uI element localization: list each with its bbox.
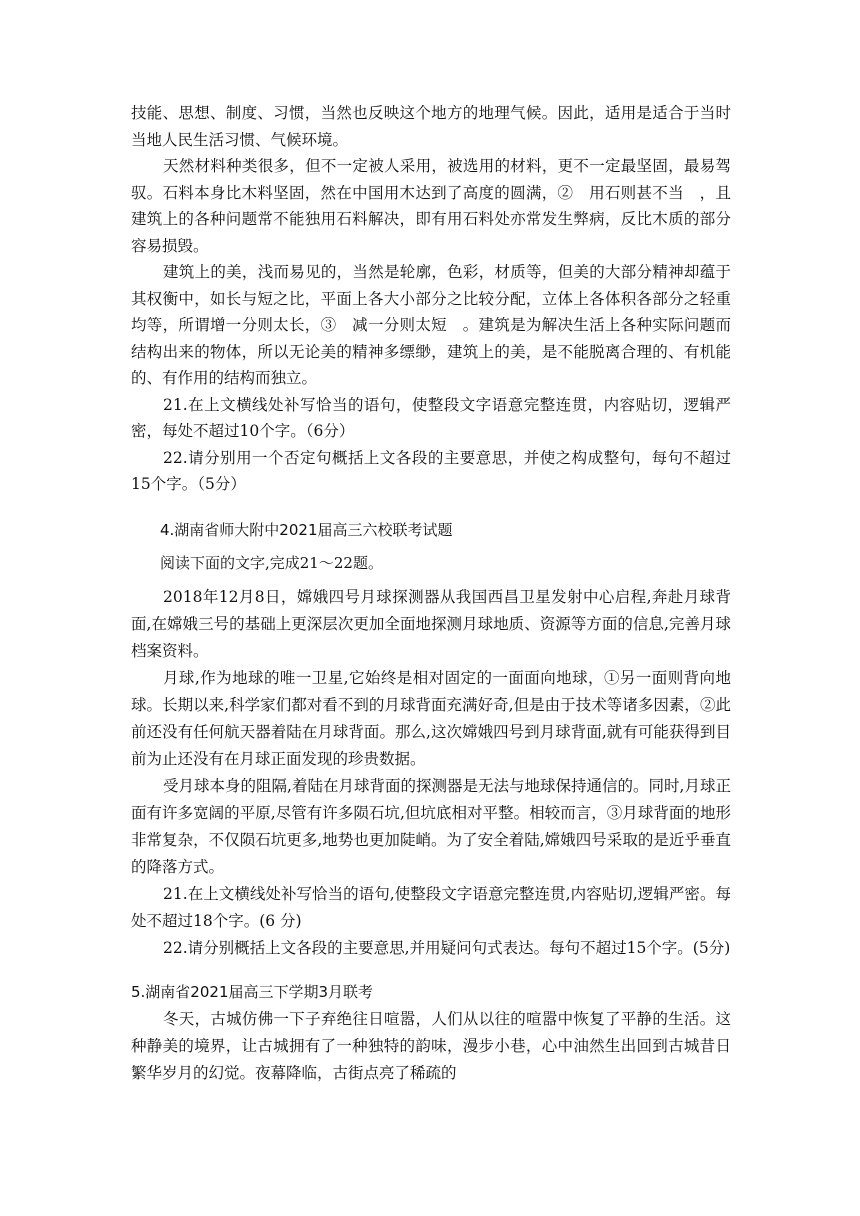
question-22: 22.请分别用一个否定句概括上文各段的主要意思，并使之构成整句，每句不超过15个字。（5分） <box>131 448 731 493</box>
blank-answer: ③月球背面的地形非常复杂 <box>131 804 731 849</box>
question-22: 22.请分别概括上文各段的主要意思,并用疑问句式表达。每句不超过15个字。(5分) <box>163 939 731 957</box>
text-run: ，且建筑上的各种问题常不能独用石料解决，即有用石料处亦常发生弊病，反比木质的部分容易损毁。 <box>131 183 731 255</box>
section-5-heading: 5.湖南省2021届高三下学期3月联考 <box>131 983 374 1001</box>
section-4-instruction: 阅读下面的文字,完成21～22题。 <box>160 554 383 572</box>
section-3 <box>131 100 731 498</box>
blank-answer: ①另一面则背向地球 <box>131 669 731 714</box>
text-run: 。长期以来,科学家们都对看不到的月球背面充满好奇,但是由于技术等诸多因素， <box>146 696 700 714</box>
section-4 <box>131 584 731 962</box>
text-run: ，不仅陨石坑更多,地势也更加陡峭。为了安全着陆,嫦娥四号采取的是近乎垂直的降落方式。 <box>131 831 731 876</box>
text-run: 受月球本身的阻隔,着陆在月球背面的探测器是无法与地球保持通信的。同时,月球正面有许多宽阔的平原,尽管有许多陨石坑,但坑底相对平整。相较而言， <box>131 777 731 822</box>
section-5 <box>131 1006 731 1087</box>
section-4-heading: 4.湖南省师大附中2021届高三六校联考试题 <box>160 521 453 539</box>
paragraph: 技能、思想、制度、习惯，当然也反映这个地方的地理气候。因此，适用是适合于当时当地人民生活习惯、气候环境。 <box>131 104 731 149</box>
paragraph <box>131 665 731 773</box>
text-run: 月球,作为地球的唯一卫星,它始终是相对固定的一面面向地球， <box>163 669 604 687</box>
paragraph: 冬天，古城仿佛一下子弃绝往日喧嚣，人们从以往的喧嚣中恢复了平静的生活。这种静美的境界，让古城拥有了一种独特的韵味，漫步小巷，心中油然生出回到古城昔日繁华岁月的幻觉。夜幕降临，古街点亮了稀疏的 <box>131 1010 731 1082</box>
paragraph <box>131 773 731 881</box>
question-21: 21.在上文横线处补写恰当的语句,使整段文字语意完整连贯,内容贴切,逻辑严密。每处不超过18个字。(6 分) <box>131 885 731 930</box>
blank-answer: ② 用石则甚不当 <box>557 183 700 202</box>
paragraph <box>131 259 731 392</box>
question-21: 21.在上文横线处补写恰当的语句，使整段文字语意完整连贯，内容贴切，逻辑严密，每处不超过10个字。（6分） <box>131 395 731 440</box>
paragraph <box>131 153 731 259</box>
blank-answer: ②此前还没有任何航天器着陆在月球背面 <box>131 696 731 741</box>
blank-answer: ③ 减一分则太短 <box>320 316 463 334</box>
paragraph: 2018年12月8日，嫦娥四号月球探测器从我国西昌卫星发射中心启程,奔赴月球背面,在嫦娥三号的基础上更深层次更加全面地探测月球地质、资源等方面的信息,完善月球档案资料。 <box>131 588 731 660</box>
text-run: 建筑上的美，浅而易见的，当然是轮廓，色彩，材质等，但美的大部分精神却蕴于其权衡中，如长与短之比，平面上各大小部分之比较分配，立体上各体积各部分之轻重均等，所谓增一分则太长， <box>131 263 731 334</box>
text-run: 。那么,这次嫦娥四号到月球背面,就有可能获得到目前为止还没有在月球正面发现的珍贵数据。 <box>131 723 731 768</box>
text-run: 。建筑是为解决生活上各种实际问题而结构出来的物体，所以无论美的精神多缥缈，建筑上的美，是不能脱离合理的、有机能的、有作用的结构而独立。 <box>131 316 731 387</box>
text-run: 天然材料种类很多，但不一定被人采用，被选用的材料，更不一定最坚固，最易驾驭。石料本身比木料坚固，然在中国用木达到了高度的圆满， <box>131 157 731 202</box>
